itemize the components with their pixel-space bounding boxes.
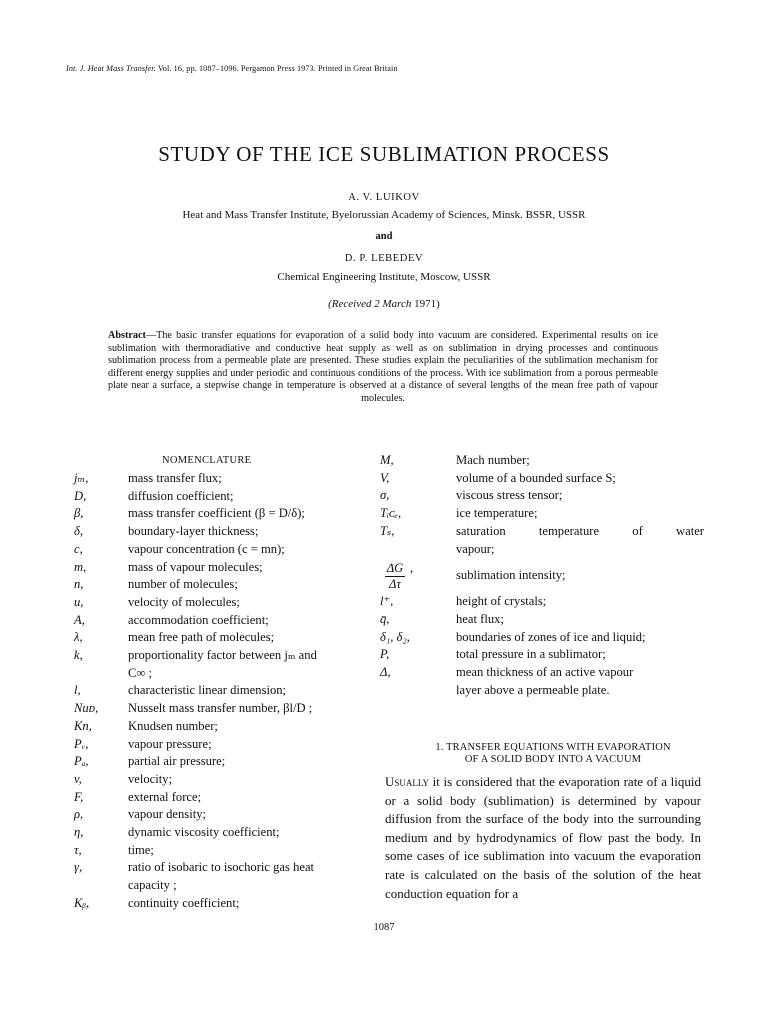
section-body xyxy=(385,773,701,903)
definition: saturation temperature of water xyxy=(456,523,704,538)
symbol: Pₐ, xyxy=(74,754,89,769)
author-2-name: D. P. LEBEDEV xyxy=(344,253,424,264)
symbol: τ, xyxy=(74,842,82,857)
author-2-affiliation: Chemical Engineering Institute, Moscow, USSR xyxy=(277,271,491,283)
definition-continuation: vapour; xyxy=(456,541,495,556)
page-number: 1087 xyxy=(373,922,395,933)
definition: partial air pressure; xyxy=(128,754,226,769)
definition: accommodation coefficient; xyxy=(128,612,269,627)
symbol: v, xyxy=(74,771,82,786)
symbol: Nuᴅ, xyxy=(74,701,99,716)
symbol: l⁺, xyxy=(380,594,394,609)
nomenclature-row xyxy=(380,611,704,629)
definition-continuation: capacity ; xyxy=(128,878,177,893)
nomenclature-row xyxy=(74,576,374,594)
definition: mean thickness of an active vapour xyxy=(456,665,634,680)
nomenclature-row xyxy=(74,700,374,718)
symbol: σ, xyxy=(380,488,390,503)
nomenclature-right-column xyxy=(380,452,704,699)
definition: dynamic viscosity coefficient; xyxy=(128,825,280,840)
symbol: n, xyxy=(74,577,84,592)
symbol: Tᵢᴄₑ, xyxy=(380,506,402,521)
symbol: l, xyxy=(74,683,81,698)
author-1-name: A. V. LUIKOV xyxy=(348,192,420,203)
definition: Knudsen number; xyxy=(128,718,218,733)
nomenclature-row xyxy=(74,718,374,736)
nomenclature-row xyxy=(380,523,704,541)
definition: number of molecules; xyxy=(128,577,238,592)
section-heading xyxy=(380,742,726,766)
symbol: Tₛ, xyxy=(380,523,395,538)
definition: mass of vapour molecules; xyxy=(128,559,263,574)
nomenclature-row xyxy=(380,664,704,682)
section-heading-line-2: OF A SOLID BODY INTO A VACUUM xyxy=(464,754,642,765)
symbol: jₘ, xyxy=(74,471,89,485)
definition: mass transfer coefficient (β = D/δ); xyxy=(128,506,305,521)
symbol: m, xyxy=(74,559,87,574)
symbol: Pᵥ, xyxy=(74,736,89,751)
definition: mean free path of molecules; xyxy=(128,630,275,645)
definition: sublimation intensity; xyxy=(456,568,566,583)
symbol: q̄, xyxy=(380,611,390,626)
symbol: c, xyxy=(74,541,83,556)
nomenclature-row xyxy=(74,842,374,860)
nomenclature-row xyxy=(380,593,704,611)
definition-continuation: layer above a permeable plate. xyxy=(456,682,610,697)
fraction-numerator: ΔG xyxy=(386,561,404,576)
section-heading-line-1: 1. TRANSFER EQUATIONS WITH EVAPORATION xyxy=(435,742,671,753)
definition: time; xyxy=(128,842,154,857)
nomenclature-row xyxy=(74,682,374,700)
symbol: β, xyxy=(74,506,84,521)
definition: vapour pressure; xyxy=(128,736,212,751)
definition: ratio of isobaric to isochoric gas heat xyxy=(128,860,315,875)
nomenclature-row xyxy=(380,505,704,523)
definition: external force; xyxy=(128,789,202,804)
nomenclature-row xyxy=(74,895,374,913)
definition: diffusion coefficient; xyxy=(128,488,234,503)
nomenclature-row xyxy=(380,646,704,664)
definition: proportionality factor between jₘ and xyxy=(128,648,317,663)
definition: heat flux; xyxy=(456,611,504,626)
symbol: k, xyxy=(74,648,83,663)
symbol: M, xyxy=(380,453,394,467)
nomenclature-row xyxy=(380,629,704,647)
definition: continuity coefficient; xyxy=(128,895,240,910)
definition: boundaries of zones of ice and liquid; xyxy=(456,629,646,644)
definition: total pressure in a sublimator; xyxy=(456,647,606,662)
symbol: V, xyxy=(380,470,390,485)
nomenclature-row xyxy=(380,487,704,505)
nomenclature-row xyxy=(74,824,374,842)
received-prefix: (Received xyxy=(328,298,372,310)
definition: viscous stress tensor; xyxy=(456,488,563,503)
symbol: D, xyxy=(74,488,87,503)
nomenclature-row xyxy=(74,753,374,771)
symbol: ρ, xyxy=(74,807,84,822)
lead-word: Usually xyxy=(385,774,429,789)
nomenclature-heading: NOMENCLATURE xyxy=(162,455,252,466)
abstract-label: Abstract xyxy=(108,330,146,341)
definition: vapour density; xyxy=(128,807,206,822)
nomenclature-row xyxy=(74,523,374,541)
symbol: Kn, xyxy=(74,718,92,733)
symbol: Δ, xyxy=(380,665,391,680)
definition: Nusselt mass transfer number, βl/D ; xyxy=(128,701,313,716)
running-head xyxy=(66,64,398,73)
definition: mass transfer flux; xyxy=(128,471,222,485)
fraction-symbol xyxy=(380,561,410,592)
symbol: γ, xyxy=(74,860,83,875)
nomenclature-row xyxy=(74,594,374,612)
definition: Mach number; xyxy=(456,453,530,467)
received-date xyxy=(0,298,768,310)
definition: velocity of molecules; xyxy=(128,594,240,609)
definition: height of crystals; xyxy=(456,594,547,609)
nomenclature-row xyxy=(380,470,704,488)
journal-name: Int. J. Heat Mass Transfer. xyxy=(66,64,156,73)
definition: volume of a bounded surface S; xyxy=(456,470,616,485)
definition: vapour concentration (c = mn); xyxy=(128,541,285,556)
symbol: Kᵦ, xyxy=(74,895,90,910)
abstract xyxy=(108,330,658,406)
authors-conjunction: and xyxy=(375,231,393,242)
received-year: 1971) xyxy=(414,298,440,310)
definition: characteristic linear dimension; xyxy=(128,683,287,698)
nomenclature-row xyxy=(74,736,374,754)
symbol: $\frac{\Delta G}{\Delta\tau}$ , xyxy=(380,560,456,592)
nomenclature-row xyxy=(74,541,374,559)
symbol: F, xyxy=(74,789,84,804)
nomenclature-row xyxy=(74,629,374,647)
author-1-affiliation: Heat and Mass Transfer Institute, Byelorussian Academy of Sciences, Minsk. BSSR, USSR xyxy=(182,209,586,221)
nomenclature-row xyxy=(74,806,374,824)
journal-details: Vol. 16, pp. 1087–1096. Pergamon Press 1973. Printed in Great Britain xyxy=(157,64,398,73)
definition: velocity; xyxy=(128,771,173,786)
symbol: u, xyxy=(74,594,84,609)
fraction-denominator: Δτ xyxy=(389,577,401,592)
body-paragraph: it is considered that the evaporation rate of a liquid or a solid body (sublimation) is determined by vapour diffusion from the surface of the body into the surrounding medium and by hydrodynamics of flow past the body. In some cases of ice sublimation into vacuum the evaporation rate is calculated on the basis of the solution of the heat conduction equation for a xyxy=(385,774,701,901)
nomenclature-row xyxy=(74,647,374,665)
symbol: A, xyxy=(74,612,85,627)
symbol: δ, xyxy=(74,524,84,539)
nomenclature-row xyxy=(74,612,374,630)
received-day: 2 March xyxy=(374,298,412,310)
nomenclature-row xyxy=(74,470,374,488)
nomenclature-row xyxy=(74,771,374,789)
nomenclature-row xyxy=(74,789,374,807)
definition: ice temperature; xyxy=(456,506,538,521)
nomenclature-row xyxy=(380,452,704,470)
nomenclature-left-column xyxy=(74,470,374,913)
definition-continuation: C∞ ; xyxy=(128,665,153,680)
nomenclature-row xyxy=(74,859,374,877)
nomenclature-row xyxy=(74,488,374,506)
nomenclature-row xyxy=(380,560,704,592)
definition: boundary-layer thickness; xyxy=(128,524,259,539)
symbol: P, xyxy=(380,647,390,662)
nomenclature-row xyxy=(74,505,374,523)
symbol: δ₁, δ₂, xyxy=(380,629,410,644)
symbol: η, xyxy=(74,825,84,840)
symbol: λ, xyxy=(74,630,83,645)
abstract-text: —The basic transfer equations for evaporation of a solid body into vacuum are considered. Experimental results on ice sublimation with thermoradiative and conductive heat supply as well as on sublimation in drying processes and continuous sublimation process from a permeable plate are presented. These studies explain the peculiarities of the sublimation mechanism for different energy supplies and under periodic and continuous conditions of the process. With ice sublimation from a porous permeable plate near a surface, a stepwise change in temperature is observed at a distance of several lengths of the mean free path of vapour molecules. xyxy=(108,330,658,404)
paper-title: STUDY OF THE ICE SUBLIMATION PROCESS xyxy=(158,142,610,166)
nomenclature-row xyxy=(74,559,374,577)
